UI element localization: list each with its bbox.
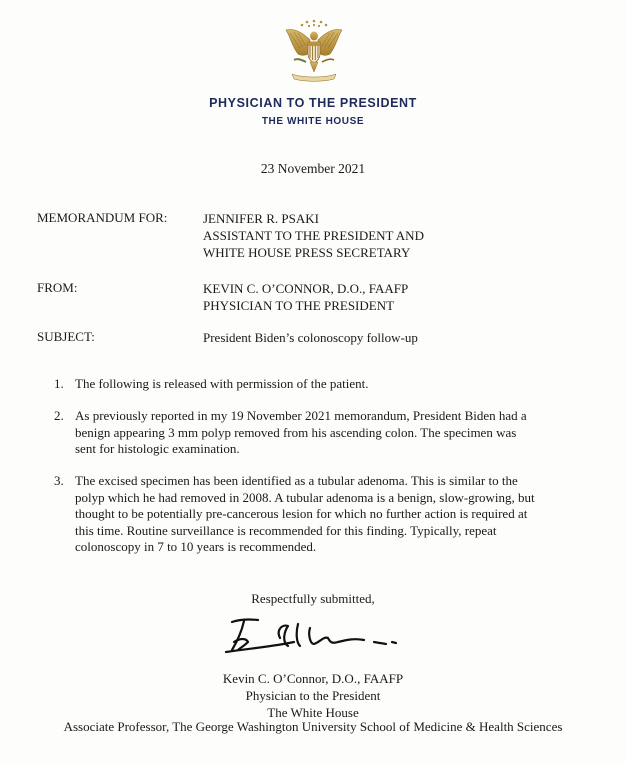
handwritten-signature [214,612,414,658]
from-sender [203,280,408,314]
office-subtitle: THE WHITE HOUSE [261,116,365,127]
paragraph-line: polyp which he had removed in 2008. A tubular adenoma is a benign, slow-growing, but [75,489,535,505]
signatory-affiliation: Associate Professor, The George Washington University School of Medicine & Health Sciences [63,719,563,734]
paragraph-text [75,473,594,556]
paragraph-number: 1. [54,376,64,391]
office-title: PHYSICIAN TO THE PRESIDENT [209,96,417,110]
subject-label: SUBJECT: [37,329,95,344]
paragraph-line: The excised specimen has been identified as a tubular adenoma. This is similar to the [75,473,518,488]
paragraph-text [75,376,594,393]
from-label: FROM: [37,280,78,295]
memo-date: 23 November 2021 [260,161,366,176]
sender-line: PHYSICIAN TO THE PRESIDENT [203,298,395,313]
signatory-name: Kevin C. O’Connor, D.O., FAAFP [222,671,404,686]
presidential-seal-icon [280,16,348,84]
paragraph-line: benign appearing 3 mm polyp removed from his ascending colon. The specimen was [75,424,517,440]
memo-for-label: MEMORANDUM FOR: [37,210,168,225]
sender-line: KEVIN C. O’CONNOR, D.O., FAAFP [203,281,409,296]
recipient-line: JENNIFER R. PSAKI [203,211,319,226]
signatory-title: Physician to the President [245,688,381,703]
recipient-line: ASSISTANT TO THE PRESIDENT AND [203,228,424,243]
closing-phrase: Respectfully submitted, [251,591,375,606]
paragraph-text [75,408,594,458]
memo-for-recipient [203,210,424,261]
paragraph-line: this time. Routine surveillance is recommended for this finding. Typically, repeat [75,522,497,538]
paragraph-line: sent for histologic examination. [75,441,240,456]
paragraph-line: colonoscopy in 7 to 10 years is recommended. [75,539,317,554]
paragraph-number: 2. [54,408,64,423]
paragraph-line: thought to be potentially pre-cancerous lesion for which no further action is required at [75,506,528,521]
paragraph-number: 3. [54,473,64,488]
recipient-line: WHITE HOUSE PRESS SECRETARY [203,245,411,260]
subject-value: President Biden’s colonoscopy follow-up [203,330,418,345]
signatory-office: The White House [267,705,359,720]
paragraph-line: The following is released with permission of the patient. [75,376,369,391]
paragraph-line: As previously reported in my 19 November 2021 memorandum, President Biden had a [75,408,527,423]
